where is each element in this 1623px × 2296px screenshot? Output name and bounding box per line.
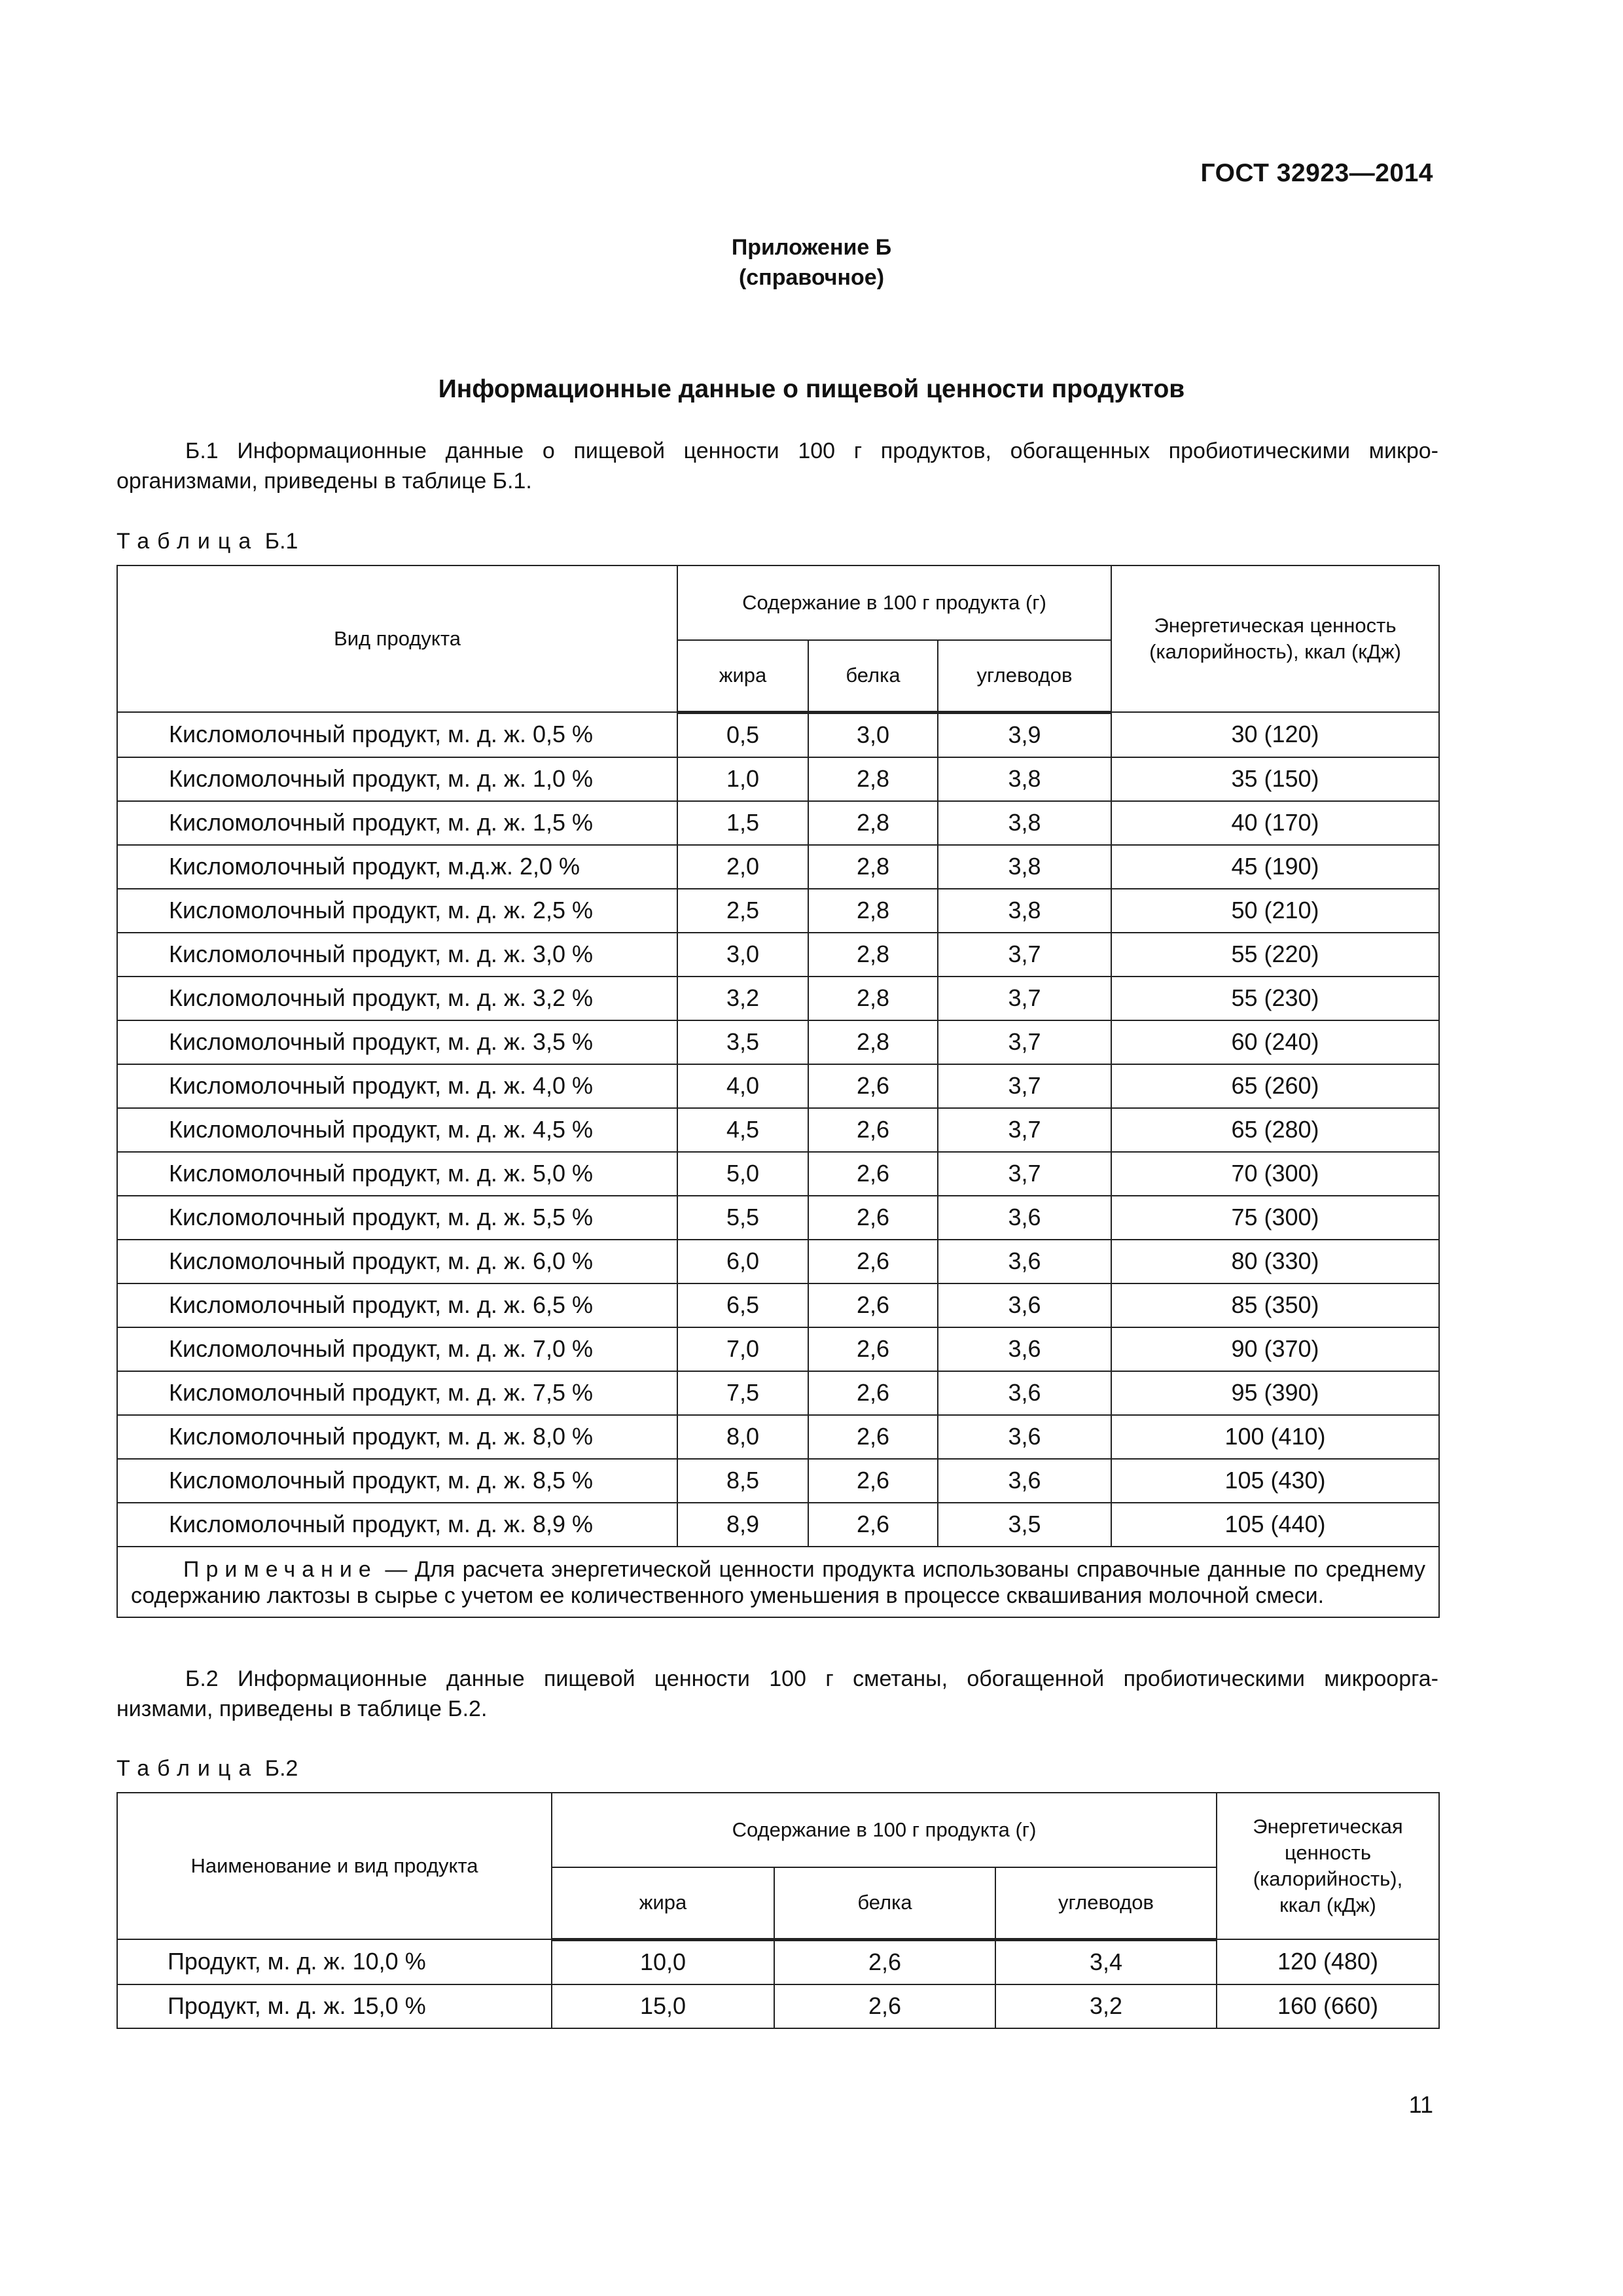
table-cell: 80 (330) [1111,1240,1439,1283]
table-cell: Кисломолочный продукт, м. д. ж. 7,0 % [117,1327,677,1371]
table-cell: 95 (390) [1111,1371,1439,1415]
note-text: — Для расчета энергетической ценности продукта использованы справочные данные по среднему содержанию лактозы в сырье с учетом ее количественного уменьшения в процессе сквашивания молочной смеси. [131,1556,1425,1608]
table1-header-product: Вид продукта [117,565,677,712]
table-cell: 15,0 [552,1984,774,2028]
table1-caption-word: Таблица [116,529,259,554]
table1-caption-number: Б.1 [264,529,298,554]
table-row [117,889,1439,933]
table-cell: Кисломолочный продукт, м. д. ж. 1,0 % [117,757,677,801]
table-row [117,1283,1439,1327]
table-cell: 2,6 [774,1939,995,1984]
table-cell: 3,7 [938,1152,1111,1196]
table1-header-fat: жира [677,640,808,712]
table-cell: 3,7 [938,1020,1111,1064]
table-row [117,1415,1439,1459]
table-cell: 90 (370) [1111,1327,1439,1371]
table-row [117,757,1439,801]
table-cell: 3,7 [938,977,1111,1020]
table-row [117,1020,1439,1064]
table-cell: 55 (220) [1111,933,1439,977]
table-cell: 2,8 [808,757,938,801]
table-cell: 30 (120) [1111,712,1439,757]
table-cell: Продукт, м. д. ж. 10,0 % [117,1939,552,1984]
table-row [117,1503,1439,1547]
table-cell: 3,7 [938,1064,1111,1108]
table-cell: Кисломолочный продукт, м. д. ж. 0,5 % [117,712,677,757]
table-cell: 55 (230) [1111,977,1439,1020]
table-cell: 3,9 [938,712,1111,757]
table-cell: Кисломолочный продукт, м. д. ж. 8,9 % [117,1503,677,1547]
note-label: Примечание [183,1556,378,1582]
table-cell: 3,6 [938,1240,1111,1283]
table-cell: Кисломолочный продукт, м. д. ж. 4,0 % [117,1064,677,1108]
paragraph-b2-line2: низмами, приведены в таблице Б.2. [116,1696,488,1721]
table-cell: 0,5 [677,712,808,757]
table-cell: 105 (440) [1111,1503,1439,1547]
table-cell: 3,7 [938,933,1111,977]
table-cell: 3,2 [677,977,808,1020]
table-cell: 2,6 [808,1371,938,1415]
table2-caption-number: Б.2 [264,1756,298,1781]
table1-caption [116,529,298,554]
table-cell: 60 (240) [1111,1020,1439,1064]
table-row [117,1984,1439,2028]
table-cell: 3,4 [995,1939,1217,1984]
table-cell: 8,9 [677,1503,808,1547]
table-cell: 2,8 [808,801,938,845]
table-row [117,712,1439,757]
table-row [117,977,1439,1020]
table-cell: 2,6 [808,1503,938,1547]
table-row [117,1108,1439,1152]
appendix-heading [0,232,1623,293]
table-cell: 3,2 [995,1984,1217,2028]
table-row [117,1371,1439,1415]
table1-header-carbs: углеводов [938,640,1111,712]
table-cell: 65 (260) [1111,1064,1439,1108]
table2-caption-word: Таблица [116,1756,259,1781]
table-cell: 5,0 [677,1152,808,1196]
table-cell: 75 (300) [1111,1196,1439,1240]
table-cell: 7,5 [677,1371,808,1415]
table-cell: 3,5 [938,1503,1111,1547]
table-cell: 2,6 [808,1415,938,1459]
table-cell: 105 (430) [1111,1459,1439,1503]
section-title: Информационные данные о пищевой ценности продуктов [438,375,1185,403]
table2-header-fat: жира [552,1867,774,1939]
table-row [117,801,1439,845]
table-cell: 3,8 [938,845,1111,889]
table-cell: 6,0 [677,1240,808,1283]
table-cell: 2,5 [677,889,808,933]
paragraph-b2 [116,1664,1438,1724]
paragraph-b1-line2: организмами, приведены в таблице Б.1. [116,469,532,493]
table1-header-energy: Энергетическая ценность (калорийность), ккал (кДж) [1111,565,1439,712]
table-cell: 6,5 [677,1283,808,1327]
table-cell: 3,5 [677,1020,808,1064]
table-row [117,1064,1439,1108]
table-cell: 3,7 [938,1108,1111,1152]
paragraph-b1 [116,436,1438,496]
table-cell: 2,6 [774,1984,995,2028]
table-cell: 50 (210) [1111,889,1439,933]
table-cell: Кисломолочный продукт, м.д.ж. 2,0 % [117,845,677,889]
table-cell: 2,6 [808,1152,938,1196]
table-cell: 120 (480) [1217,1939,1439,1984]
table-cell: 8,5 [677,1459,808,1503]
table-cell: 85 (350) [1111,1283,1439,1327]
table-cell: 8,0 [677,1415,808,1459]
table-cell: 65 (280) [1111,1108,1439,1152]
paragraph-b1-line1: Б.1 Информационные данные о пищевой ценности 100 г продуктов, обогащенных пробиотическими микро- [185,439,1438,463]
document-code: ГОСТ 32923—2014 [1200,159,1433,187]
table-cell: Кисломолочный продукт, м. д. ж. 2,5 % [117,889,677,933]
table-cell: 4,0 [677,1064,808,1108]
table-row [117,1939,1439,1984]
table-cell: 3,6 [938,1459,1111,1503]
table1-note [117,1547,1439,1617]
appendix-subtitle: (справочное) [738,265,885,290]
table-cell: 2,8 [808,889,938,933]
table-cell: 3,8 [938,757,1111,801]
table-cell: 1,5 [677,801,808,845]
table-cell: 45 (190) [1111,845,1439,889]
table-cell: 7,0 [677,1327,808,1371]
table-cell: 35 (150) [1111,757,1439,801]
table-cell: 2,8 [808,933,938,977]
table-cell: Кисломолочный продукт, м. д. ж. 8,5 % [117,1459,677,1503]
table-cell: 2,6 [808,1327,938,1371]
table-cell: Продукт, м. д. ж. 15,0 % [117,1984,552,2028]
table-cell: 3,0 [677,933,808,977]
table2-header-energy: Энергетическая ценность (калорийность), ккал (кДж) [1217,1793,1439,1939]
table-cell: Кисломолочный продукт, м. д. ж. 1,5 % [117,801,677,845]
table-cell: 100 (410) [1111,1415,1439,1459]
page-number: 11 [1408,2091,1433,2118]
table-cell: 3,6 [938,1415,1111,1459]
table-row [117,1196,1439,1240]
table-cell: Кисломолочный продукт, м. д. ж. 3,2 % [117,977,677,1020]
table2-header-content: Содержание в 100 г продукта (г) [552,1793,1217,1867]
table-cell: 2,6 [808,1196,938,1240]
table2-header-protein: белка [774,1867,995,1939]
table-cell: 10,0 [552,1939,774,1984]
table-row [117,1459,1439,1503]
table-cell: Кисломолочный продукт, м. д. ж. 7,5 % [117,1371,677,1415]
table-cell: 160 (660) [1217,1984,1439,2028]
table-row [117,933,1439,977]
table-cell: 5,5 [677,1196,808,1240]
table-cell: Кисломолочный продукт, м. д. ж. 3,0 % [117,933,677,977]
table-cell: 2,6 [808,1459,938,1503]
appendix-title: Приложение Б [731,235,892,260]
table-cell: 3,6 [938,1283,1111,1327]
table-cell: 2,8 [808,977,938,1020]
table1-note-row [117,1547,1439,1617]
table-cell: Кисломолочный продукт, м. д. ж. 6,0 % [117,1240,677,1283]
table-cell: 2,8 [808,1020,938,1064]
table-cell: 4,5 [677,1108,808,1152]
table-cell: 3,0 [808,712,938,757]
table-cell: 3,6 [938,1196,1111,1240]
table-cell: 40 (170) [1111,801,1439,845]
table1-header-protein: белка [808,640,938,712]
table-cell: Кисломолочный продукт, м. д. ж. 5,0 % [117,1152,677,1196]
table-cell: 2,0 [677,845,808,889]
table-cell: Кисломолочный продукт, м. д. ж. 8,0 % [117,1415,677,1459]
table-cell: 2,6 [808,1108,938,1152]
table2-header-carbs: углеводов [995,1867,1217,1939]
table2-header-product: Наименование и вид продукта [117,1793,552,1939]
table-cell: 2,6 [808,1240,938,1283]
table2-caption [116,1756,298,1782]
nutrition-table-b2 [116,1792,1440,2029]
table-cell: 1,0 [677,757,808,801]
table-cell: 3,8 [938,801,1111,845]
table-cell: 3,6 [938,1371,1111,1415]
table-row [117,1327,1439,1371]
table-cell: 70 (300) [1111,1152,1439,1196]
table-cell: Кисломолочный продукт, м. д. ж. 6,5 % [117,1283,677,1327]
table-cell: 2,8 [808,845,938,889]
table1-header-content: Содержание в 100 г продукта (г) [677,565,1111,640]
table-row [117,1152,1439,1196]
table-cell: Кисломолочный продукт, м. д. ж. 4,5 % [117,1108,677,1152]
paragraph-b2-line1: Б.2 Информационные данные пищевой ценности 100 г сметаны, обогащенной пробиотическими микроорга- [185,1666,1438,1691]
table-row [117,1240,1439,1283]
table-cell: 2,6 [808,1283,938,1327]
nutrition-table-b1 [116,565,1440,1618]
table-row [117,845,1439,889]
table-cell: 3,6 [938,1327,1111,1371]
table-cell: Кисломолочный продукт, м. д. ж. 3,5 % [117,1020,677,1064]
table-cell: Кисломолочный продукт, м. д. ж. 5,5 % [117,1196,677,1240]
table-cell: 3,8 [938,889,1111,933]
table-cell: 2,6 [808,1064,938,1108]
